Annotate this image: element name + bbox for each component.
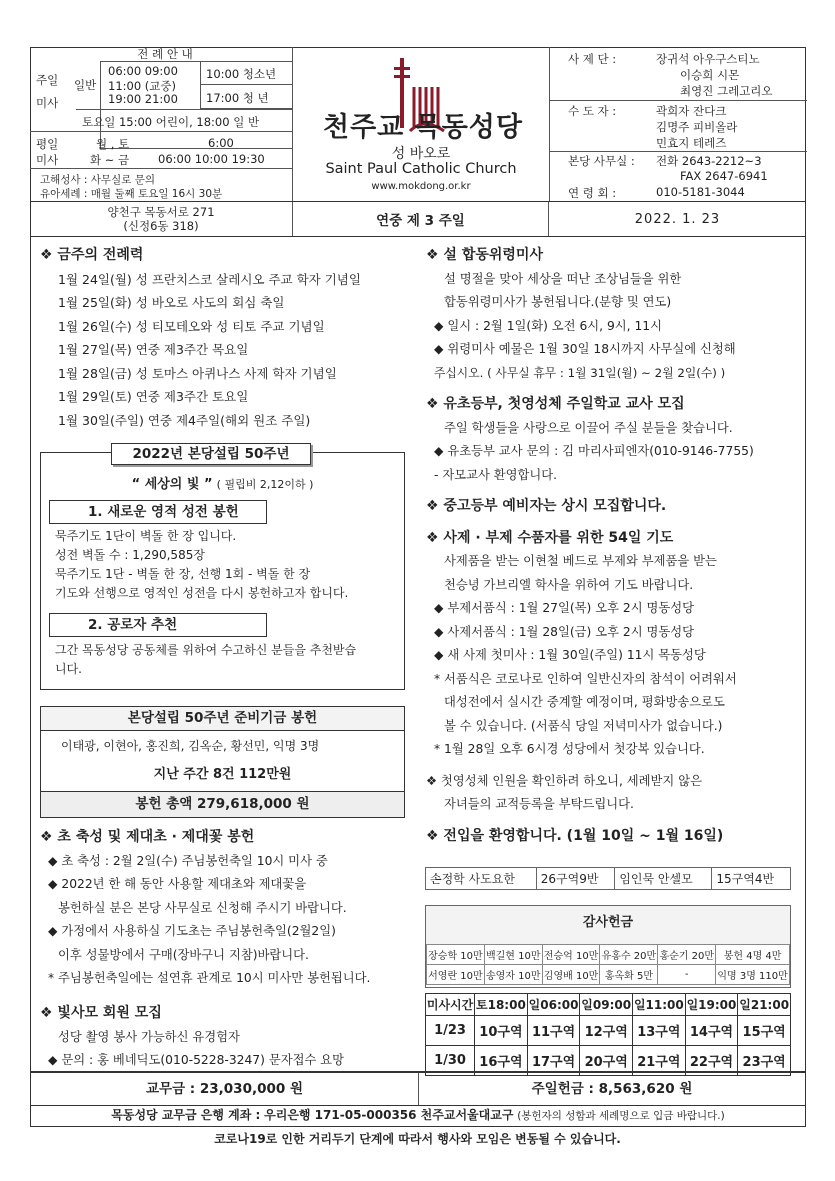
bitsamo-section: ❖ 빛사모 회원 모집 성당 촬영 봉사 가능하신 유경험자 ◆ 문의 : 홍 베네딕도(010-5228-3247) 문자접수 요망	[40, 1005, 345, 1067]
right-column: ❖ 설 합동위령미사 설 명절을 맞아 세상을 떠난 조상님들을 위한 합동위령미사가 봉헌됩니다.(분향 및 연도) ◆ 일시 : 2월 1일(화) 오전 6시, 9시, 11시 ◆ 위령미사 예물은 1월 30일 18시까지 사무실에 신청해 주십시오. ( 사무실 휴무 : 1월 31일(월) ~ 2월 2일(수) ) ❖ 유초등부, 첫영성체 주일학교 교사 모집 주일 학생들을 사랑으로 이끌어 주실 분들을 찾습니다. ◆ 유초등부 교사 문의 : 김 마리사피엔자(010-9146-7755) - 자모교사 환영합니다. ❖ 중고등부 예비자는 상시 모집합니다. ❖ 사제 · 부제 수품자를 위한 54일 기도 사제품을 받는 이현철 베드로 부제와 부제품을 받는 천승녕 가브리엘 학사을 위하여 기도 바랍니다. ◆ 부제서품식 : 1월 27일(목) 오후 2시 명동성당 ◆ 사제서품식 : 1월 28일(금) 오후 2시 명동성당 ◆ 새 사제 첫미사 : 1월 30일(주일) 11시 목동성당 * 서품식은 코로나로 인하여 일반신자의 참석이 어려워서 대성전에서 실시간 중계할 예정이며, 평화방송으로도 볼 수 있습니다. (서품식 당일 저녁미사가 없습니다.) * 1월 28일 오후 6시경 성당에서 첫강복 있습니다. ❖ 첫영성체 인원을 확인하려 하오니, 세례받지 않은 자녀들의 교적등록을 부탁드립니다. ❖ 전입을 환영합니다. (1월 10일 ~ 1월 16일)	[426, 247, 754, 844]
table-row: 장승학 10만 백길현 10만 전승억 10만 유홍수 20만 홍순기 20만 봉헌 4명 4만	[427, 945, 790, 965]
offering-summary	[30, 1072, 806, 1106]
list-item: 1월 25일(화) 성 바오로 사도의 회심 축일	[58, 295, 285, 310]
list-item: 1월 29일(토) 연중 제3주간 토요일	[58, 389, 249, 404]
list-item: 1월 28일(금) 성 토마스 아퀴나스 사제 학자 기념일	[58, 365, 337, 381]
address-line2: (신정6동 318)	[123, 219, 199, 233]
sub-title-1: 1. 새로운 영적 성전 봉헌	[49, 500, 267, 524]
bank-account: 목동성당 교무금 은행 계좌 : 우리은행 171-05-000356 천주교서울대교구 (봉헌자의 성함과 세례명으로 입금 바랍니다.)	[30, 1106, 806, 1127]
schedule-title: 전 례 안 내	[137, 47, 193, 61]
fund-box: 본당설립 50주년 준비기금 봉헌 이태광, 이현아, 홍진희, 김옥순, 황선민, 익명 3명 지난 주간 8건 112만원 봉헌 총액 279,618,000 원	[40, 706, 405, 818]
staff-info: 사 제 단 : 장귀석 아우구스티노 이승희 시몬 최영진 그레고리오 수 도 자 : 곽희자 잔다크 김명주 피비올라 민효지 테레즈 본당 사무실 : 전화 2643-2212~3 FAX 2647-6941 연 령 회 : 010-5181-3044	[549, 47, 806, 201]
parish-fee: 교무금 : 23,030,000 원	[31, 1073, 419, 1105]
thanks-box: 감사헌금 장승학 10만 백길현 10만 전승억 10만 유홍수 20만 홍순기 20만 봉헌 4명 4만 서영란 10만 송영자 10만 김영배 10만 홍옥화 5만 - 익명 3명 110만	[425, 905, 791, 988]
motto: “ 세상의 빛 ”	[131, 477, 213, 492]
table-row: 서영란 10만 송영자 10만 김영배 10만 홍옥화 5만 - 익명 3명 110만	[427, 965, 790, 985]
table-row: 미사시간 토18:00 일06:00 일09:00 일11:00 일19:00 일21:00	[426, 994, 791, 1016]
liturgy-section: ❖ 금주의 전례력 1월 24일(월) 성 프란치스코 살레시오 주교 학자 기념일 1월 25일(화) 성 바오로 사도의 회심 축일 1월 26일(수) 성 티모테오와 성 티토 주교 기념일 1월 27일(목) 연중 제3주간 목요일 1월 28일(금) 성 토마스 아퀴나스 사제 학자 기념일 1월 29일(토) 연중 제3주간 토요일 1월 30일(주일) 연중 제4주일(해외 원조 주일)	[40, 244, 410, 432]
church-logo-block	[293, 47, 549, 201]
sunday-offering: 주일헌금 : 8,563,620 원	[531, 1081, 693, 1097]
motto-ref: ( 필립비 2,12이하 )	[216, 478, 314, 491]
table-row: 1/23 10구역 11구역 12구역 13구역 14구역 15구역	[426, 1016, 791, 1046]
liturgy-list	[40, 268, 410, 433]
list-item: 1월 30일(주일) 연중 제4주일(해외 원조 주일)	[58, 412, 311, 428]
church-url[interactable]: www.mokdong.or.kr	[371, 181, 471, 192]
church-name: 천주교 목동성당	[323, 112, 523, 143]
patron: 성 바오로	[391, 146, 451, 162]
bulletin-date: 2022. 1. 23	[634, 211, 721, 227]
covid-notice: 코로나19로 인한 거리두기 단계에 따라서 행사와 모임은 변동될 수 있습니다.	[214, 1132, 621, 1146]
list-item: 1월 27일(목) 연중 제3주간 목요일	[58, 342, 249, 357]
sub-title-2: 2. 공로자 추천	[49, 613, 267, 637]
mass-schedule: 전 례 안 내 주일 미사 일반 06:00 09:00 11:00 (교중) 19:00 21:00 10:00 청소년 17:00 청 년 토요일 15:00 어린이, 18:00 일 반 평일 미사 월 , 토 6:00 화 ~ 금 06:00 10:00 19:30 고해성사 : 사무실로 문의 유아세례 : 매월 둘째 토요일 16시 30분	[30, 47, 293, 201]
address-line1: 양천구 목동서로 271	[107, 205, 215, 219]
anniversary-box: 2022년 본당설립 50주년 “ 세상의 빛 ” ( 필립비 2,12이하 ) 1. 새로운 영적 성전 봉헌 묵주기도 1단이 벽돌 한 장 입니다. 성전 벽돌 수 : 1,290,585장 묵주기도 1단 - 벽돌 한 장, 선행 1회 - 벽돌 한 장 기도와 선행으로 영적인 성전을 다시 봉헌하고자 합니다. 2. 공로자 추천 그간 목동성당 공동체를 위하여 수고하신 분들을 추천받습 니다.	[40, 452, 405, 690]
welcome-table	[425, 867, 791, 890]
table-row: 1/30 16구역 17구역 20구역 21구역 22구역 23구역	[426, 1046, 791, 1076]
list-item: 1월 24일(월) 성 프란치스코 살레시오 주교 학자 기념일	[58, 271, 361, 287]
list-item: 1월 26일(수) 성 티모테오와 성 티토 주교 기념일	[58, 318, 325, 334]
anniversary-title: 2022년 본당설립 50주년	[111, 443, 311, 465]
english-name: Saint Paul Catholic Church	[325, 161, 517, 177]
table-row: 손정학 사도요한 26구역9반 임인묵 안셀모 15구역4반	[426, 868, 791, 890]
info-bar	[30, 201, 806, 237]
mass-duty-table	[425, 993, 791, 1076]
candle-section: ❖ 초 축성 및 제대초 · 제대꽃 봉헌 ◆ 초 축성 : 2월 2일(수) 주님봉헌축일 10시 미사 중 ◆ 2022년 한 해 동안 사용할 제대초와 제대꽃을 봉헌하실 분은 본당 사무실로 신청해 주시기 바랍니다. ◆ 가정에서 사용하실 기도초는 주님봉헌축일(2월2일) 이후 성물방에서 구매(장바구니 지참)바랍니다. * 주님봉헌축일에는 설연휴 관계로 10시 미사만 봉헌됩니다.	[40, 829, 371, 985]
week-title: 연중 제 3 주일	[293, 202, 549, 236]
